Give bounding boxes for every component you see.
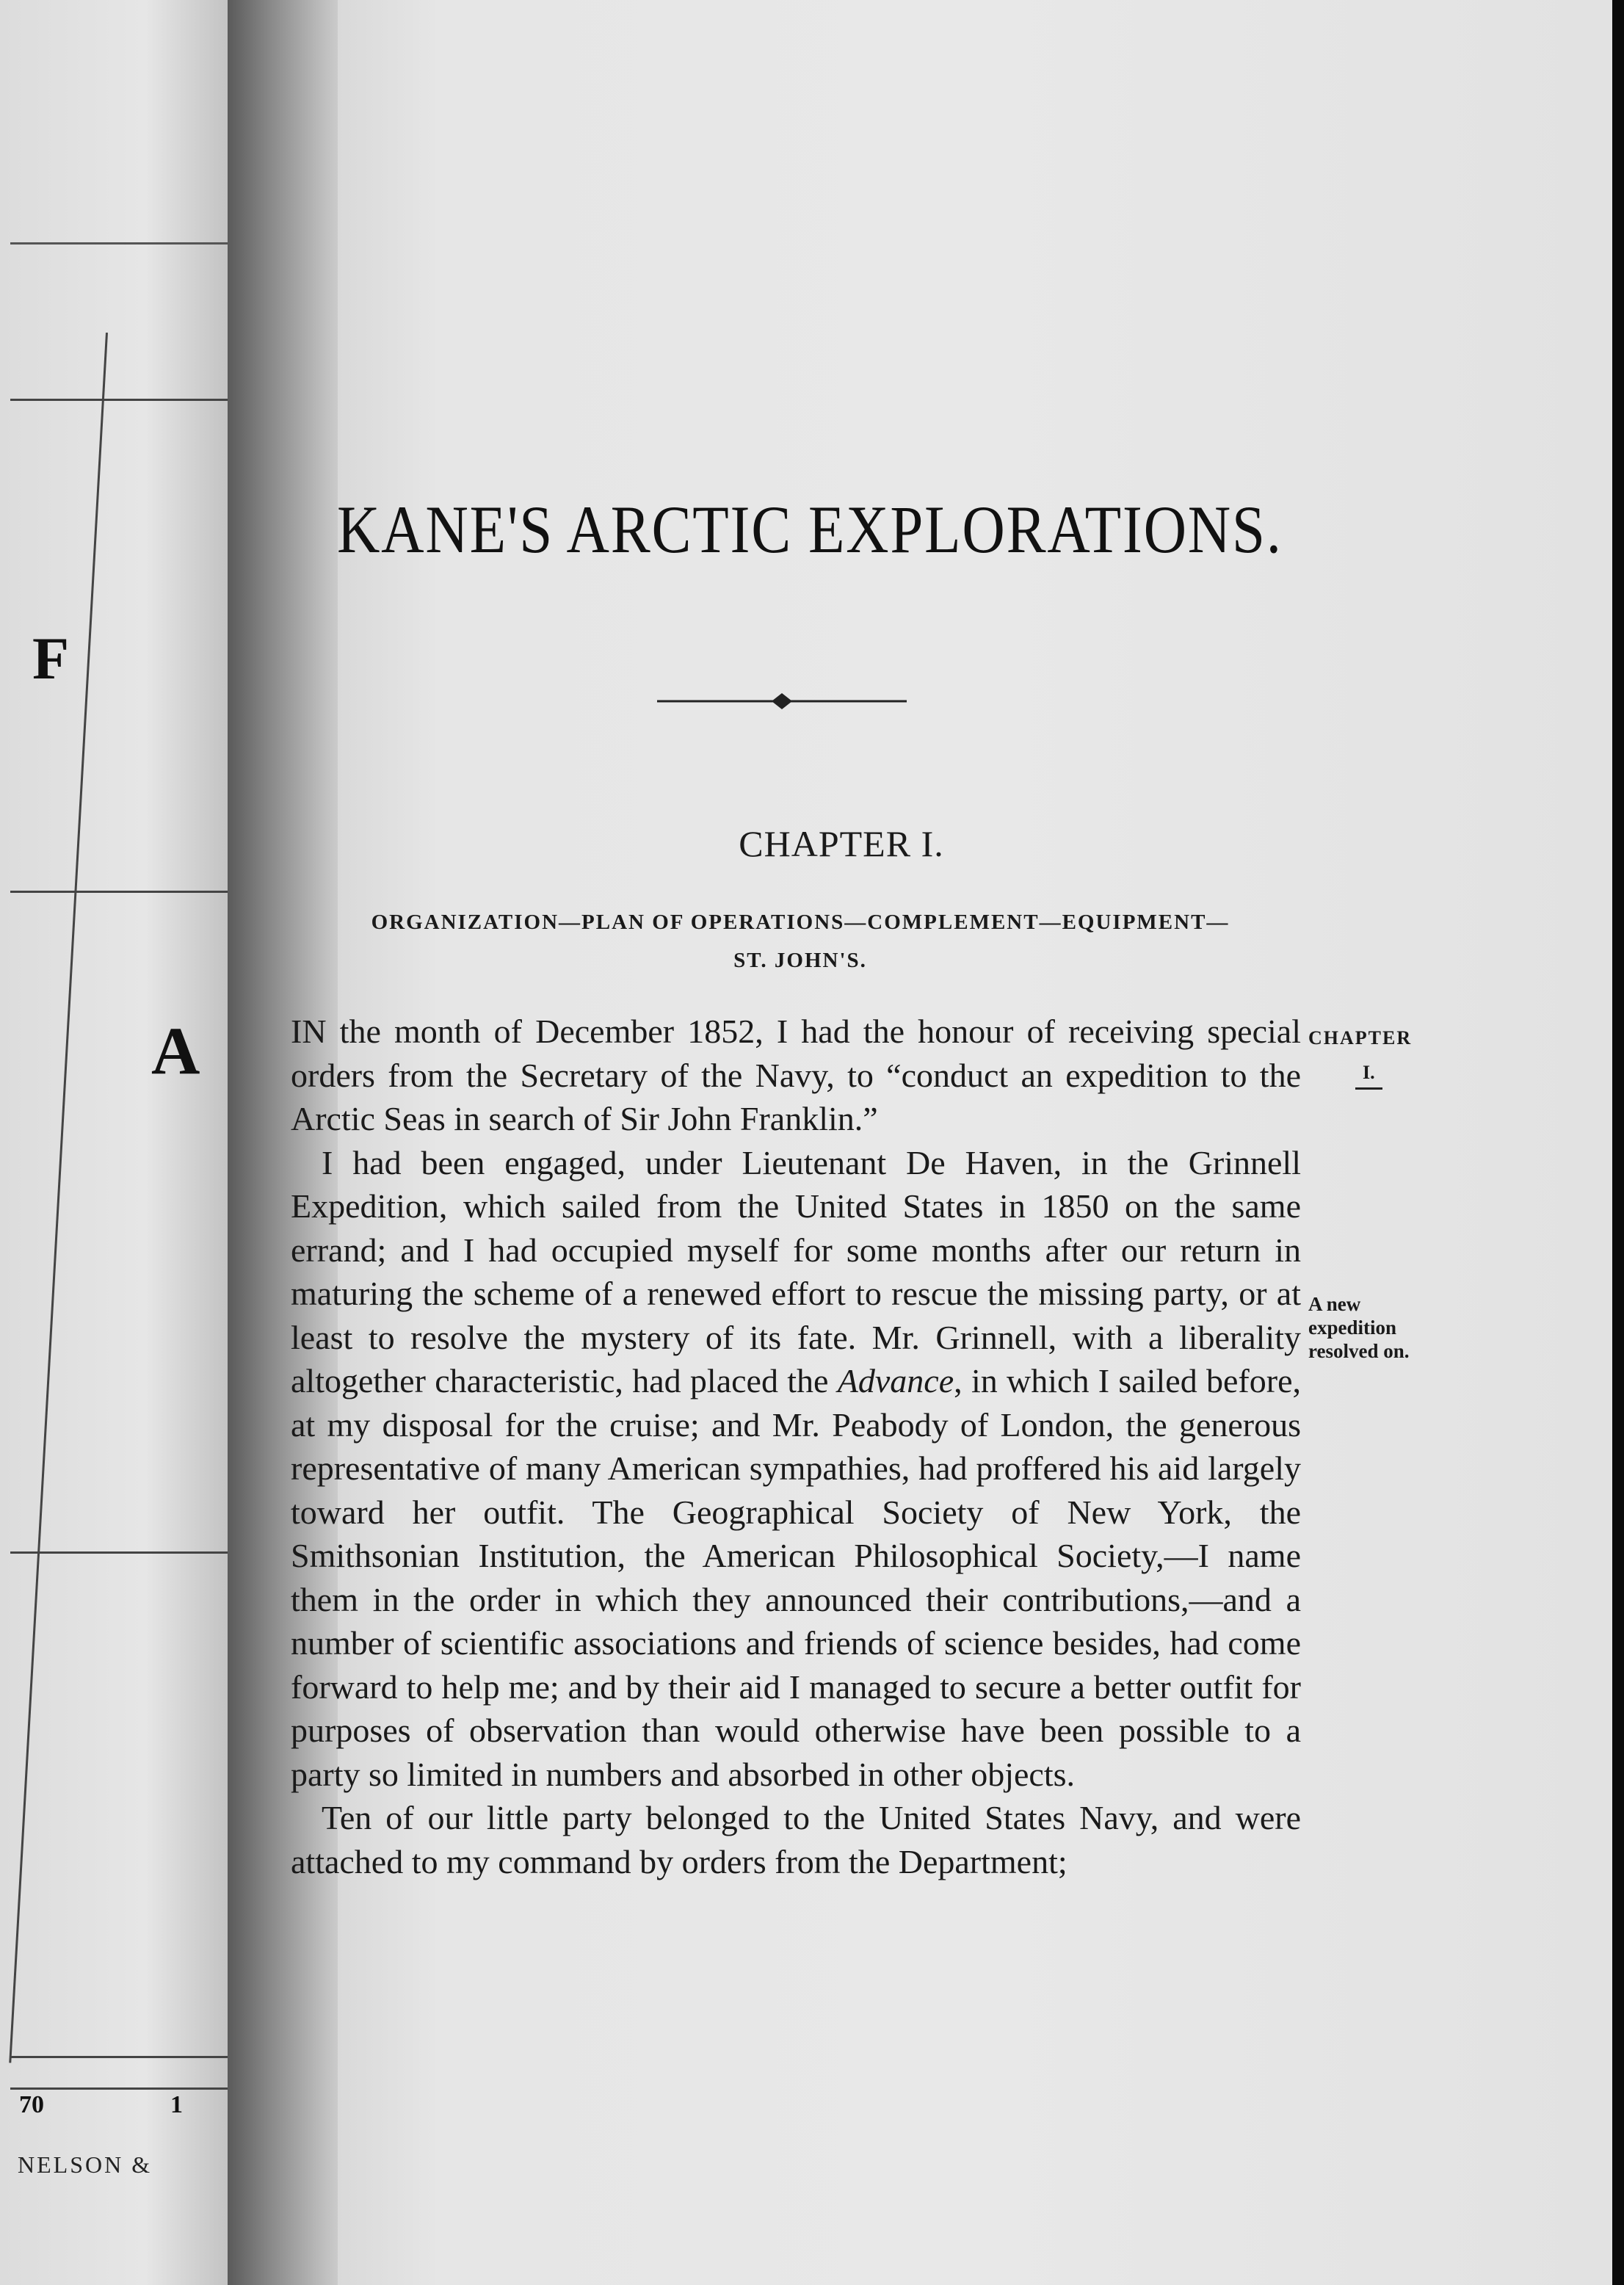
- map-border-bottom: [10, 2056, 231, 2090]
- facing-map-page: [0, 0, 242, 2285]
- chapter-body: [291, 1010, 1301, 1883]
- synopsis-line: ST. JOHN'S.: [733, 949, 867, 972]
- map-gridline: [10, 399, 231, 401]
- title-ornament: [657, 690, 907, 712]
- map-scale-number: 70: [19, 2091, 44, 2118]
- map-gridline: [10, 891, 231, 893]
- map-gridline: [10, 1551, 231, 1554]
- paragraph: IN the month of December 1852, I had the honour of receiving special orders from the Secretary of the Navy, to “conduct an expedition to the Arctic Seas in search of Sir John Franklin.”: [291, 1013, 1301, 1137]
- marginal-note: A new expedition resolved on.: [1308, 1293, 1410, 1362]
- map-meridian: [9, 333, 108, 2063]
- text-run: , in which I sailed before, at my disposal for the cruise; and Mr. Peabody of London, the generous representative of many American sympathies, had proffered his aid largely toward her outfit. The Geographical Society of New York, the Smithsonian Institution, the American Philosophical Society,—I name them in the order in which they announced their contributions,—and a number of scientific associations and friends of science besides, had come forward to help me; and by their aid I managed to secure a better outfit for purposes of observation than would otherwise have been possible to a party so limited in numbers and absorbed in other objects.: [291, 1362, 1301, 1793]
- synopsis-line: ORGANIZATION—PLAN OF OPERATIONS—COMPLEMENT—EQUIPMENT—: [371, 910, 1230, 934]
- marginal-chapter-number: I.: [1355, 1061, 1382, 1090]
- map-label-f: F: [32, 625, 70, 692]
- ship-name: Advance: [837, 1362, 954, 1399]
- map-publisher-imprint: NELSON &: [18, 2151, 153, 2178]
- paragraph: [291, 1141, 1301, 1797]
- paragraph: Ten of our little party belonged to the United States Navy, and were attached to my command by orders from the Department;: [291, 1799, 1301, 1880]
- map-scale-number: 1: [170, 2091, 183, 2118]
- marginal-chapter-label: CHAPTER: [1308, 1027, 1413, 1049]
- page-edge: [1612, 0, 1624, 2285]
- chapter-heading: CHAPTER I.: [739, 823, 944, 864]
- text-run: I had been engaged, under Lieutenant De Haven, in the Grinnell Expedition, which sailed from the United States in 1850 on the same errand; and I had occupied myself for some months after our return in maturing the scheme of a renewed effort to rescue the missing party, or at least to resolve the mystery of its fate. Mr. Grinnell, with a liberality altogether characteristic, had placed the: [291, 1143, 1301, 1399]
- map-label-a: A: [151, 1013, 200, 1088]
- book-title: KANE'S ARCTIC EXPLORATIONS.: [336, 492, 1283, 567]
- chapter-synopsis: [323, 903, 1277, 979]
